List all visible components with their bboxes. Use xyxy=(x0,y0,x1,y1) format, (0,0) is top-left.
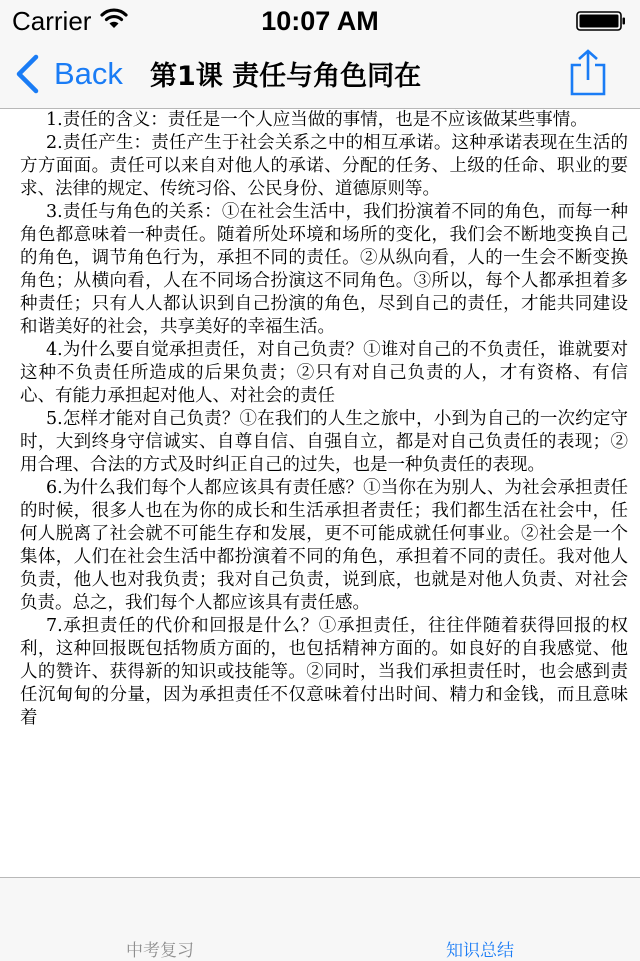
article-content[interactable] xyxy=(0,109,640,877)
back-button[interactable] xyxy=(14,50,123,98)
paragraph-4: 4.为什么要自觉承担责任，对自己负责？①谁对自己的不负责任，谁就要对这种不负责任所造成的后果负责；②只有对自己负责的人，才有资格、有信心、有能力承担起对他人、对社会的责任 xyxy=(20,340,628,406)
clock-time: 10:07 AM xyxy=(261,6,379,36)
tab-exam-review[interactable]: 中考复习 xyxy=(126,941,194,961)
tab-bar xyxy=(0,877,640,961)
back-button-label: Back xyxy=(54,56,123,91)
paragraph-6: 6.为什么我们每个人都应该具有责任感？①当你在为别人、为社会承担责任的时候，很多人也在为你的成长和生活承担者责任；我们都生活在社会中，任何人脱离了社会就不可能生存和发展，更不可能成就任何事业。②社会是一个集体，人们在社会生活中都扮演着不同的角色，承担着不同的责任。我对他人负责，他人也对我负责；我对自己负责，说到底，也就是对他人负责、对社会负责。总之，我们每个人都应该具有责任感。 xyxy=(20,478,628,613)
chevron-left-icon xyxy=(14,54,40,94)
paragraph-1: 1.责任的含义：责任是一个人应当做的事情，也是不应该做某些事情。 xyxy=(46,110,588,130)
tab-knowledge-summary[interactable]: 知识总结 xyxy=(446,941,514,961)
paragraph-7: 7.承担责任的代价和回报是什么？①承担责任，往往伴随着获得回报的权利，这种回报既包括物质方面的，也包括精神方面的。如良好的自我感觉、他人的赞许、获得新的知识或技能等。②同时，当我们承担责任时，也会感到责任沉甸甸的分量，因为承担责任不仅意味着付出时间、精力和金钱，而且意味着 xyxy=(20,616,628,728)
share-icon[interactable] xyxy=(566,48,610,98)
navigation-bar xyxy=(0,40,640,109)
paragraph-2: 2.责任产生：责任产生于社会关系之中的相互承诺。这种承诺表现在生活的方方面面。责任可以来自对他人的承诺、分配的任务、上级的任命、职业的要求、法律的规定、传统习俗、公民身份、道德原则等。 xyxy=(20,133,628,199)
status-bar xyxy=(0,0,640,40)
paragraph-5: 5.怎样才能对自己负责？①在我们的人生之旅中，小到为自己的一次约定守时，大到终身守信诚实、自尊自信、自强自立，都是对自己负责任的表现；②用合理、合法的方式及时纠正自己的过失，也是一种负责任的表现。 xyxy=(20,409,628,475)
battery-icon xyxy=(576,11,626,31)
carrier-label: Carrier xyxy=(12,6,92,36)
page-title: 第1课 责任与角色同在 xyxy=(150,61,422,92)
paragraph-3: 3.责任与角色的关系：①在社会生活中，我们扮演着不同的角色，而每一种角色都意味着一种责任。随着所处环境和场所的变化，我们会不断地变换自己的角色，调节角色行为，承担不同的责任。②从纵向看，人的一生会不断变换角色；从横向看，人在不同场合扮演这不同角色。③所以，每个人都承担着多种责任；只有人人都认识到自己扮演的角色，尽到自己的责任，才能共同建设和谐美好的社会，共享美好的幸福生活。 xyxy=(20,202,628,337)
